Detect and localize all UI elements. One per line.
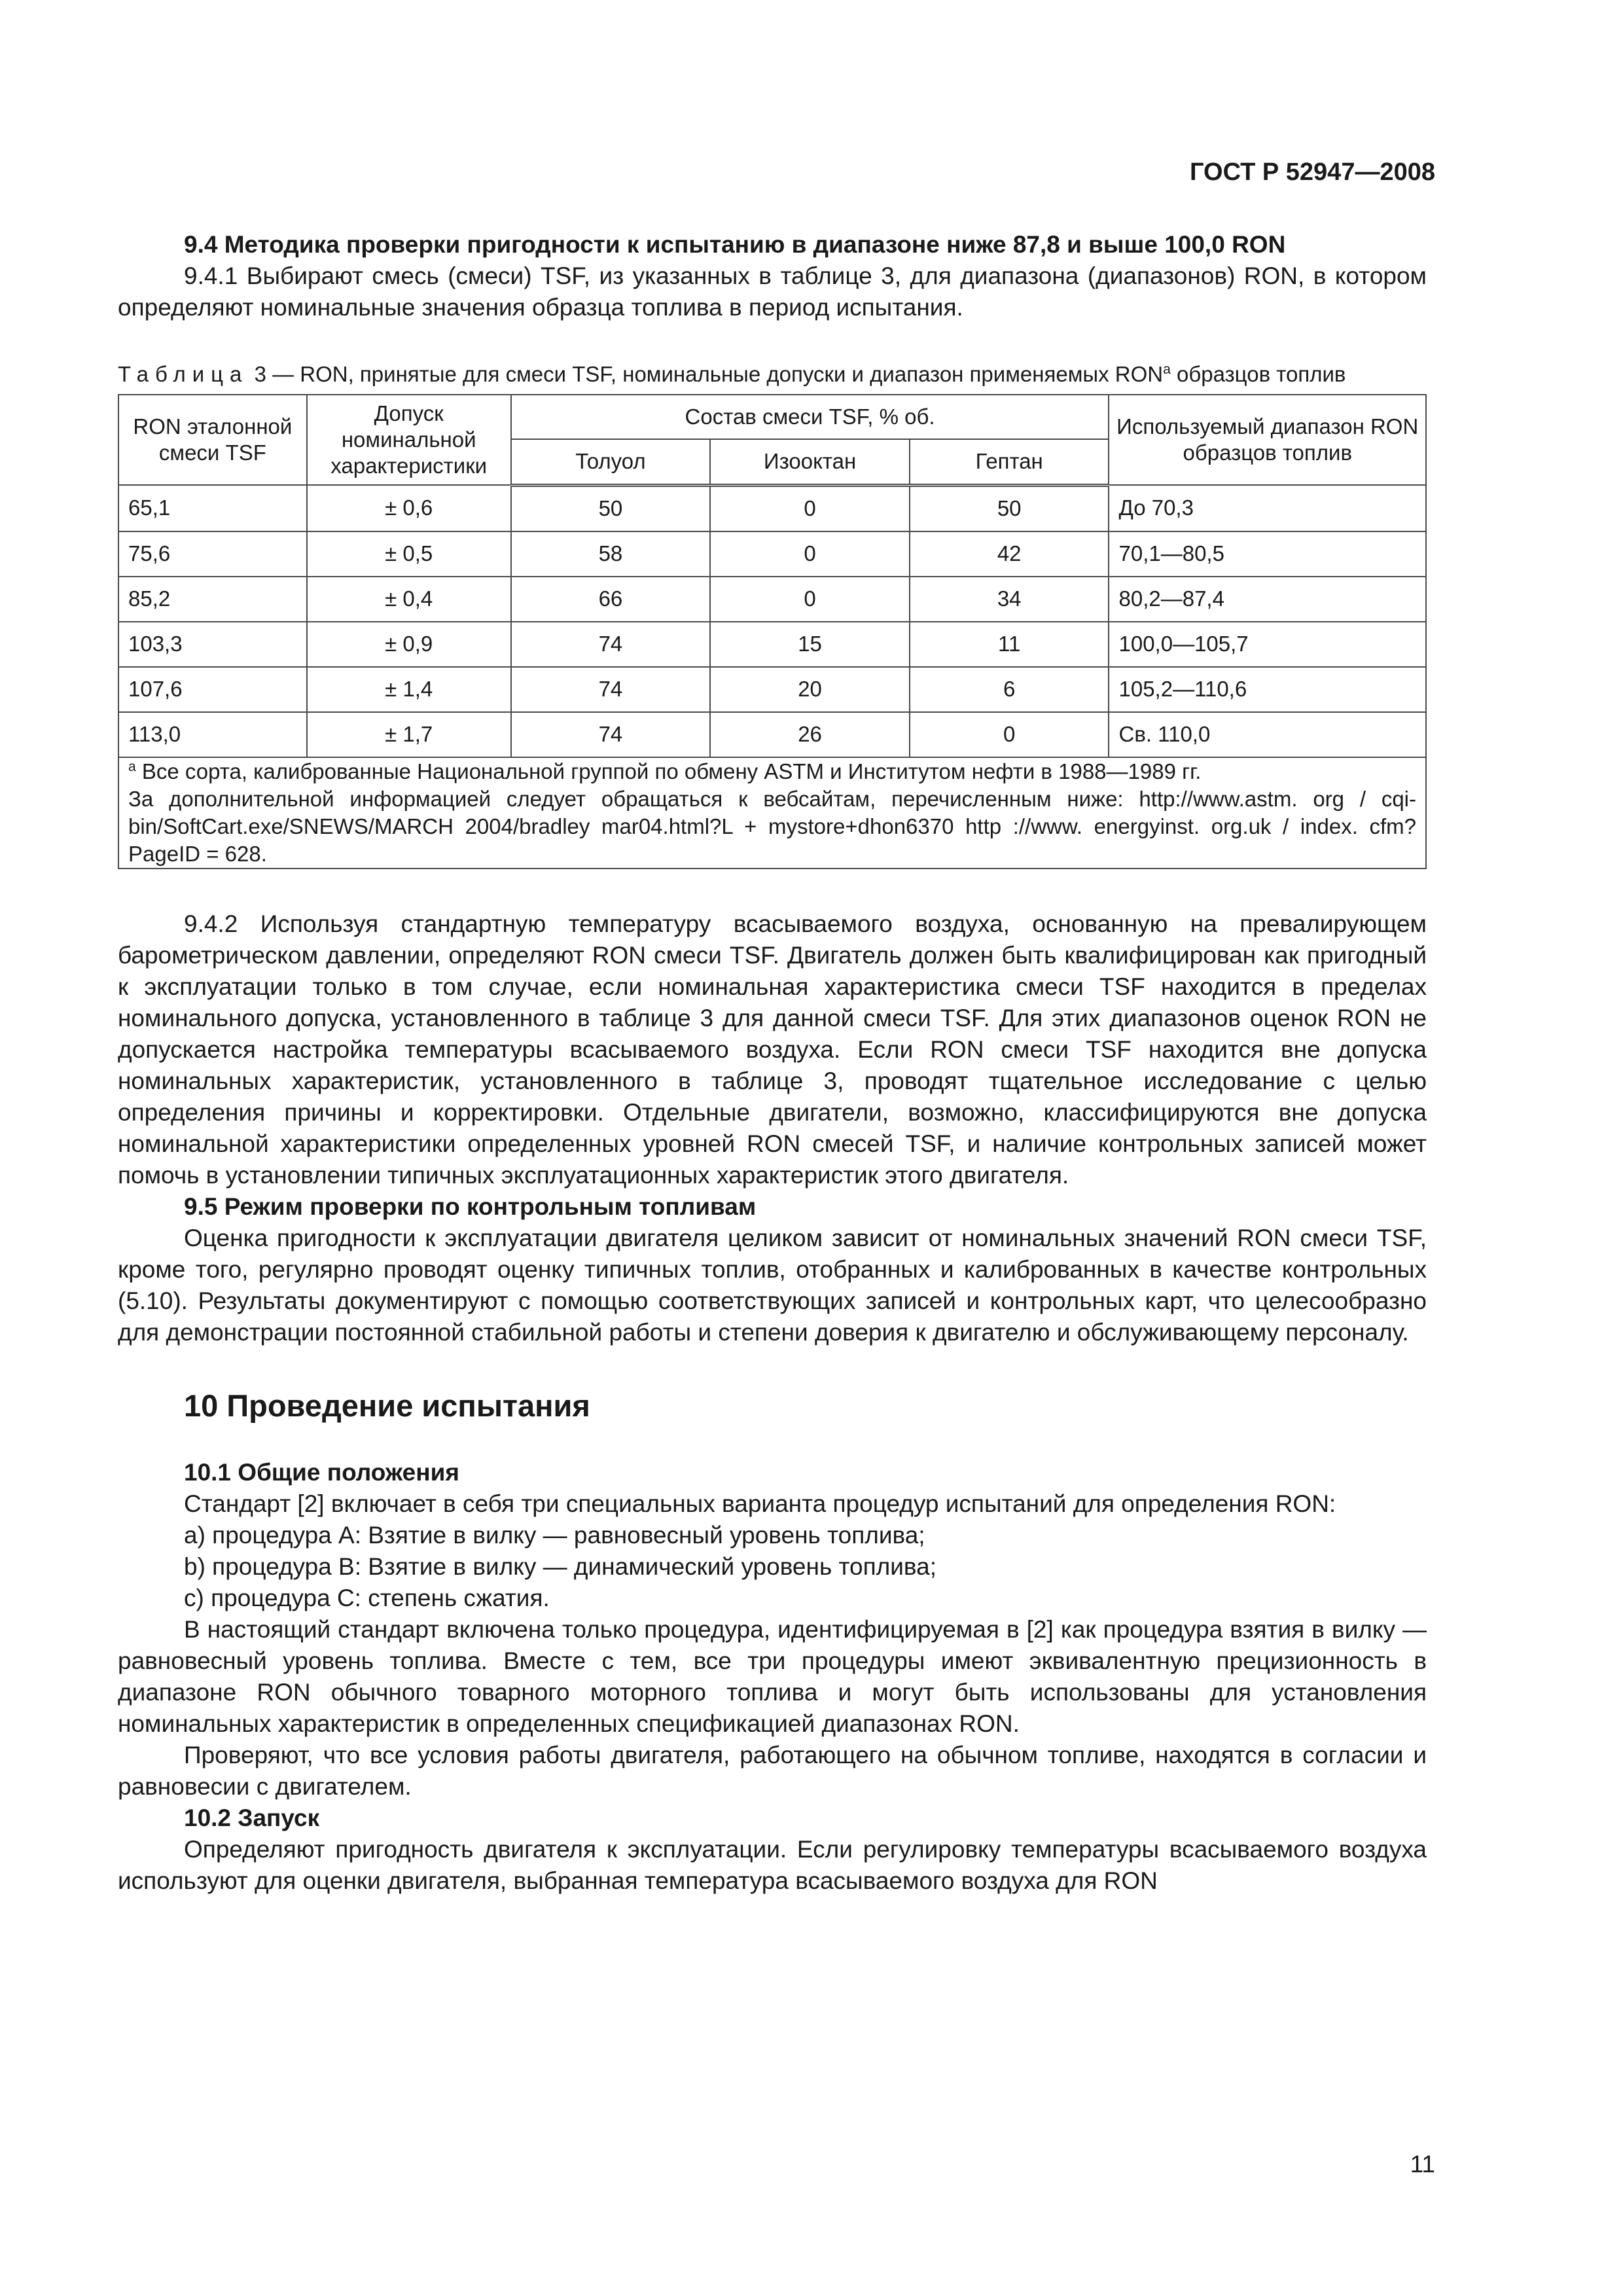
paragraph-10-1-body: В настоящий стандарт включена только процедура, идентифицируемая в [2] как процедура взятия в вилку — равновесный уровень топлива. Вместе с тем, все три процедуры имеют эквивалентную прецизионность в диапазоне RON обычного товарного моторного топлива и могут быть использованы для установления номинальных характеристик в определенных спецификацией диапазонах RON. <box>118 1615 1427 1737</box>
table-row <box>118 577 1426 622</box>
cell-toluene: 50 <box>511 485 711 531</box>
table-row <box>118 712 1426 757</box>
section-heading-9-4: 9.4 Методика проверки пригодности к испытанию в диапазоне ниже 87,8 и выше 100,0 RON <box>184 231 1286 258</box>
cell-ron: 75,6 <box>118 531 307 577</box>
header-isooctane: Изооктан <box>710 439 910 485</box>
cell-heptane: 11 <box>910 622 1109 667</box>
header-composition: Состав смеси TSF, % об. <box>511 395 1109 439</box>
cell-isooctane: 0 <box>710 577 910 622</box>
document-id: ГОСТ Р 52947—2008 <box>1190 158 1435 186</box>
cell-heptane: 6 <box>910 667 1109 712</box>
cell-isooctane: 26 <box>710 712 910 757</box>
cell-range: 70,1—80,5 <box>1109 531 1426 577</box>
cell-tolerance: ± 0,5 <box>307 531 511 577</box>
section-heading-10: 10 Проведение испытания <box>184 1388 590 1423</box>
table-row <box>118 622 1426 667</box>
cell-ron: 103,3 <box>118 622 307 667</box>
table-row <box>118 485 1426 531</box>
section-heading-10-2: 10.2 Запуск <box>184 1804 320 1831</box>
cell-tolerance: ± 0,4 <box>307 577 511 622</box>
paragraph-9-4-2: 9.4.2 Используя стандартную температуру всасываемого воздуха, основанную на превалирующем барометрическом давлении, определяют RON смеси TSF. Двигатель должен быть квалифицирован как пригодный к эксплуатации только в том случае, если номинальная характеристика смеси TSF находится в пределах номинального допуска, установленного в таблице 3 для данной смеси TSF. Для этих диапазонов оценок RON не допускается настройка температуры всасываемого воздуха. Если RON смеси TSF находится вне допуска номинальных характеристик, установленного в таблице 3, проводят тщательное исследование с целью определения причины и корректировки. Отдельные двигатели, возможно, классифицируются вне допуска номинальной характеристики определенных уровней RON смесей TSF, и наличие контрольных записей может помочь в установлении типичных эксплуатационных характеристик этого двигателя. <box>118 910 1427 1189</box>
cell-toluene: 74 <box>511 622 711 667</box>
cell-heptane: 42 <box>910 531 1109 577</box>
cell-tolerance: ± 1,4 <box>307 667 511 712</box>
list-item: с) процедура С: степень сжатия. <box>184 1584 550 1611</box>
table-footnote-row <box>118 757 1426 869</box>
footnote-line-2: За дополнительной информацией следует обращаться к вебсайтам, перечисленным ниже: http://www.astm. org / cqi-bin/SoftCart.exe/SNEWS/MARCH 2004/bradley mar04.html?L + mystore+dhon6370 http ://www. energyinst. org.uk / index. cfm?PageID = 628. <box>128 786 1416 866</box>
cell-range: 100,0—105,7 <box>1109 622 1426 667</box>
header-range: Используемый диапазон RON образцов топлив <box>1109 395 1426 485</box>
cell-heptane: 0 <box>910 712 1109 757</box>
table-caption-tail: образцов топлив <box>1170 362 1346 386</box>
table-3 <box>118 394 1427 869</box>
footnote-mark: а <box>128 759 136 774</box>
table-caption-label: Таблица <box>118 362 249 386</box>
table-caption <box>118 360 1427 389</box>
header-ron: RON эталонной смеси TSF <box>118 395 307 485</box>
cell-ron: 85,2 <box>118 577 307 622</box>
header-toluene: Толуол <box>511 439 711 485</box>
cell-range: 80,2—87,4 <box>1109 577 1426 622</box>
cell-toluene: 66 <box>511 577 711 622</box>
section-heading-9-5: 9.5 Режим проверки по контрольным топливам <box>184 1193 757 1220</box>
paragraph-9-5: Оценка пригодности к эксплуатации двигателя целиком зависит от номинальных значений RON смеси TSF, кроме того, регулярно проводят оценку типичных топлив, отобранных и калиброванных в качестве контрольных (5.10). Результаты документируют с помощью соответствующих записей и контрольных карт, что целесообразно для демонстрации постоянной стабильной работы и степени доверия к двигателю и обслуживающему персоналу. <box>118 1224 1427 1346</box>
cell-isooctane: 20 <box>710 667 910 712</box>
cell-isooctane: 0 <box>710 531 910 577</box>
paragraph-10-1-check: Проверяют, что все условия работы двигателя, работающего на обычном топливе, находятся в согласии и равновесии с двигателем. <box>118 1741 1427 1800</box>
cell-range: До 70,3 <box>1109 485 1426 531</box>
cell-tolerance: ± 0,6 <box>307 485 511 531</box>
table-caption-text: 3 — RON, принятые для смеси TSF, номинальные допуски и диапазон применяемых RON <box>254 362 1164 386</box>
section-heading-10-1: 10.1 Общие положения <box>184 1458 459 1486</box>
paragraph-10-2: Определяют пригодность двигателя к эксплуатации. Если регулировку температуры всасываемого воздуха используют для оценки двигателя, выбранная температура всасываемого воздуха для RON <box>118 1835 1427 1894</box>
cell-ron: 65,1 <box>118 485 307 531</box>
table-caption-footnote-mark: а <box>1163 362 1171 377</box>
table-row <box>118 531 1426 577</box>
cell-tolerance: ± 1,7 <box>307 712 511 757</box>
header-heptane: Гептан <box>910 439 1109 485</box>
cell-range: Св. 110,0 <box>1109 712 1426 757</box>
page-body <box>118 229 1427 1897</box>
paragraph-9-4-1: 9.4.1 Выбирают смесь (смеси) TSF, из указанных в таблице 3, для диапазона (диапазонов) RON, в котором определяют номинальные значения образца топлива в период испытания. <box>118 262 1427 321</box>
cell-isooctane: 0 <box>710 485 910 531</box>
table-footnote <box>118 757 1426 869</box>
page-number: 11 <box>1410 2151 1435 2178</box>
cell-isooctane: 15 <box>710 622 910 667</box>
cell-ron: 107,6 <box>118 667 307 712</box>
table-row <box>118 667 1426 712</box>
cell-toluene: 74 <box>511 712 711 757</box>
header-tolerance: Допуск номинальной характеристики <box>307 395 511 485</box>
cell-tolerance: ± 0,9 <box>307 622 511 667</box>
cell-toluene: 58 <box>511 531 711 577</box>
list-item: b) процедура В: Взятие в вилку — динамический уровень топлива; <box>184 1552 936 1580</box>
cell-heptane: 34 <box>910 577 1109 622</box>
paragraph-10-1-intro: Стандарт [2] включает в себя три специальных варианта процедур испытаний для определения RON: <box>184 1490 1336 1517</box>
cell-heptane: 50 <box>910 485 1109 531</box>
cell-ron: 113,0 <box>118 712 307 757</box>
footnote-line-1: Все сорта, калиброванные Национальной группой по обмену ASTM и Институтом нефти в 1988—1989 гг. <box>135 759 1202 783</box>
cell-range: 105,2—110,6 <box>1109 667 1426 712</box>
cell-toluene: 74 <box>511 667 711 712</box>
list-item: а) процедура А: Взятие в вилку — равновесный уровень топлива; <box>184 1521 925 1549</box>
